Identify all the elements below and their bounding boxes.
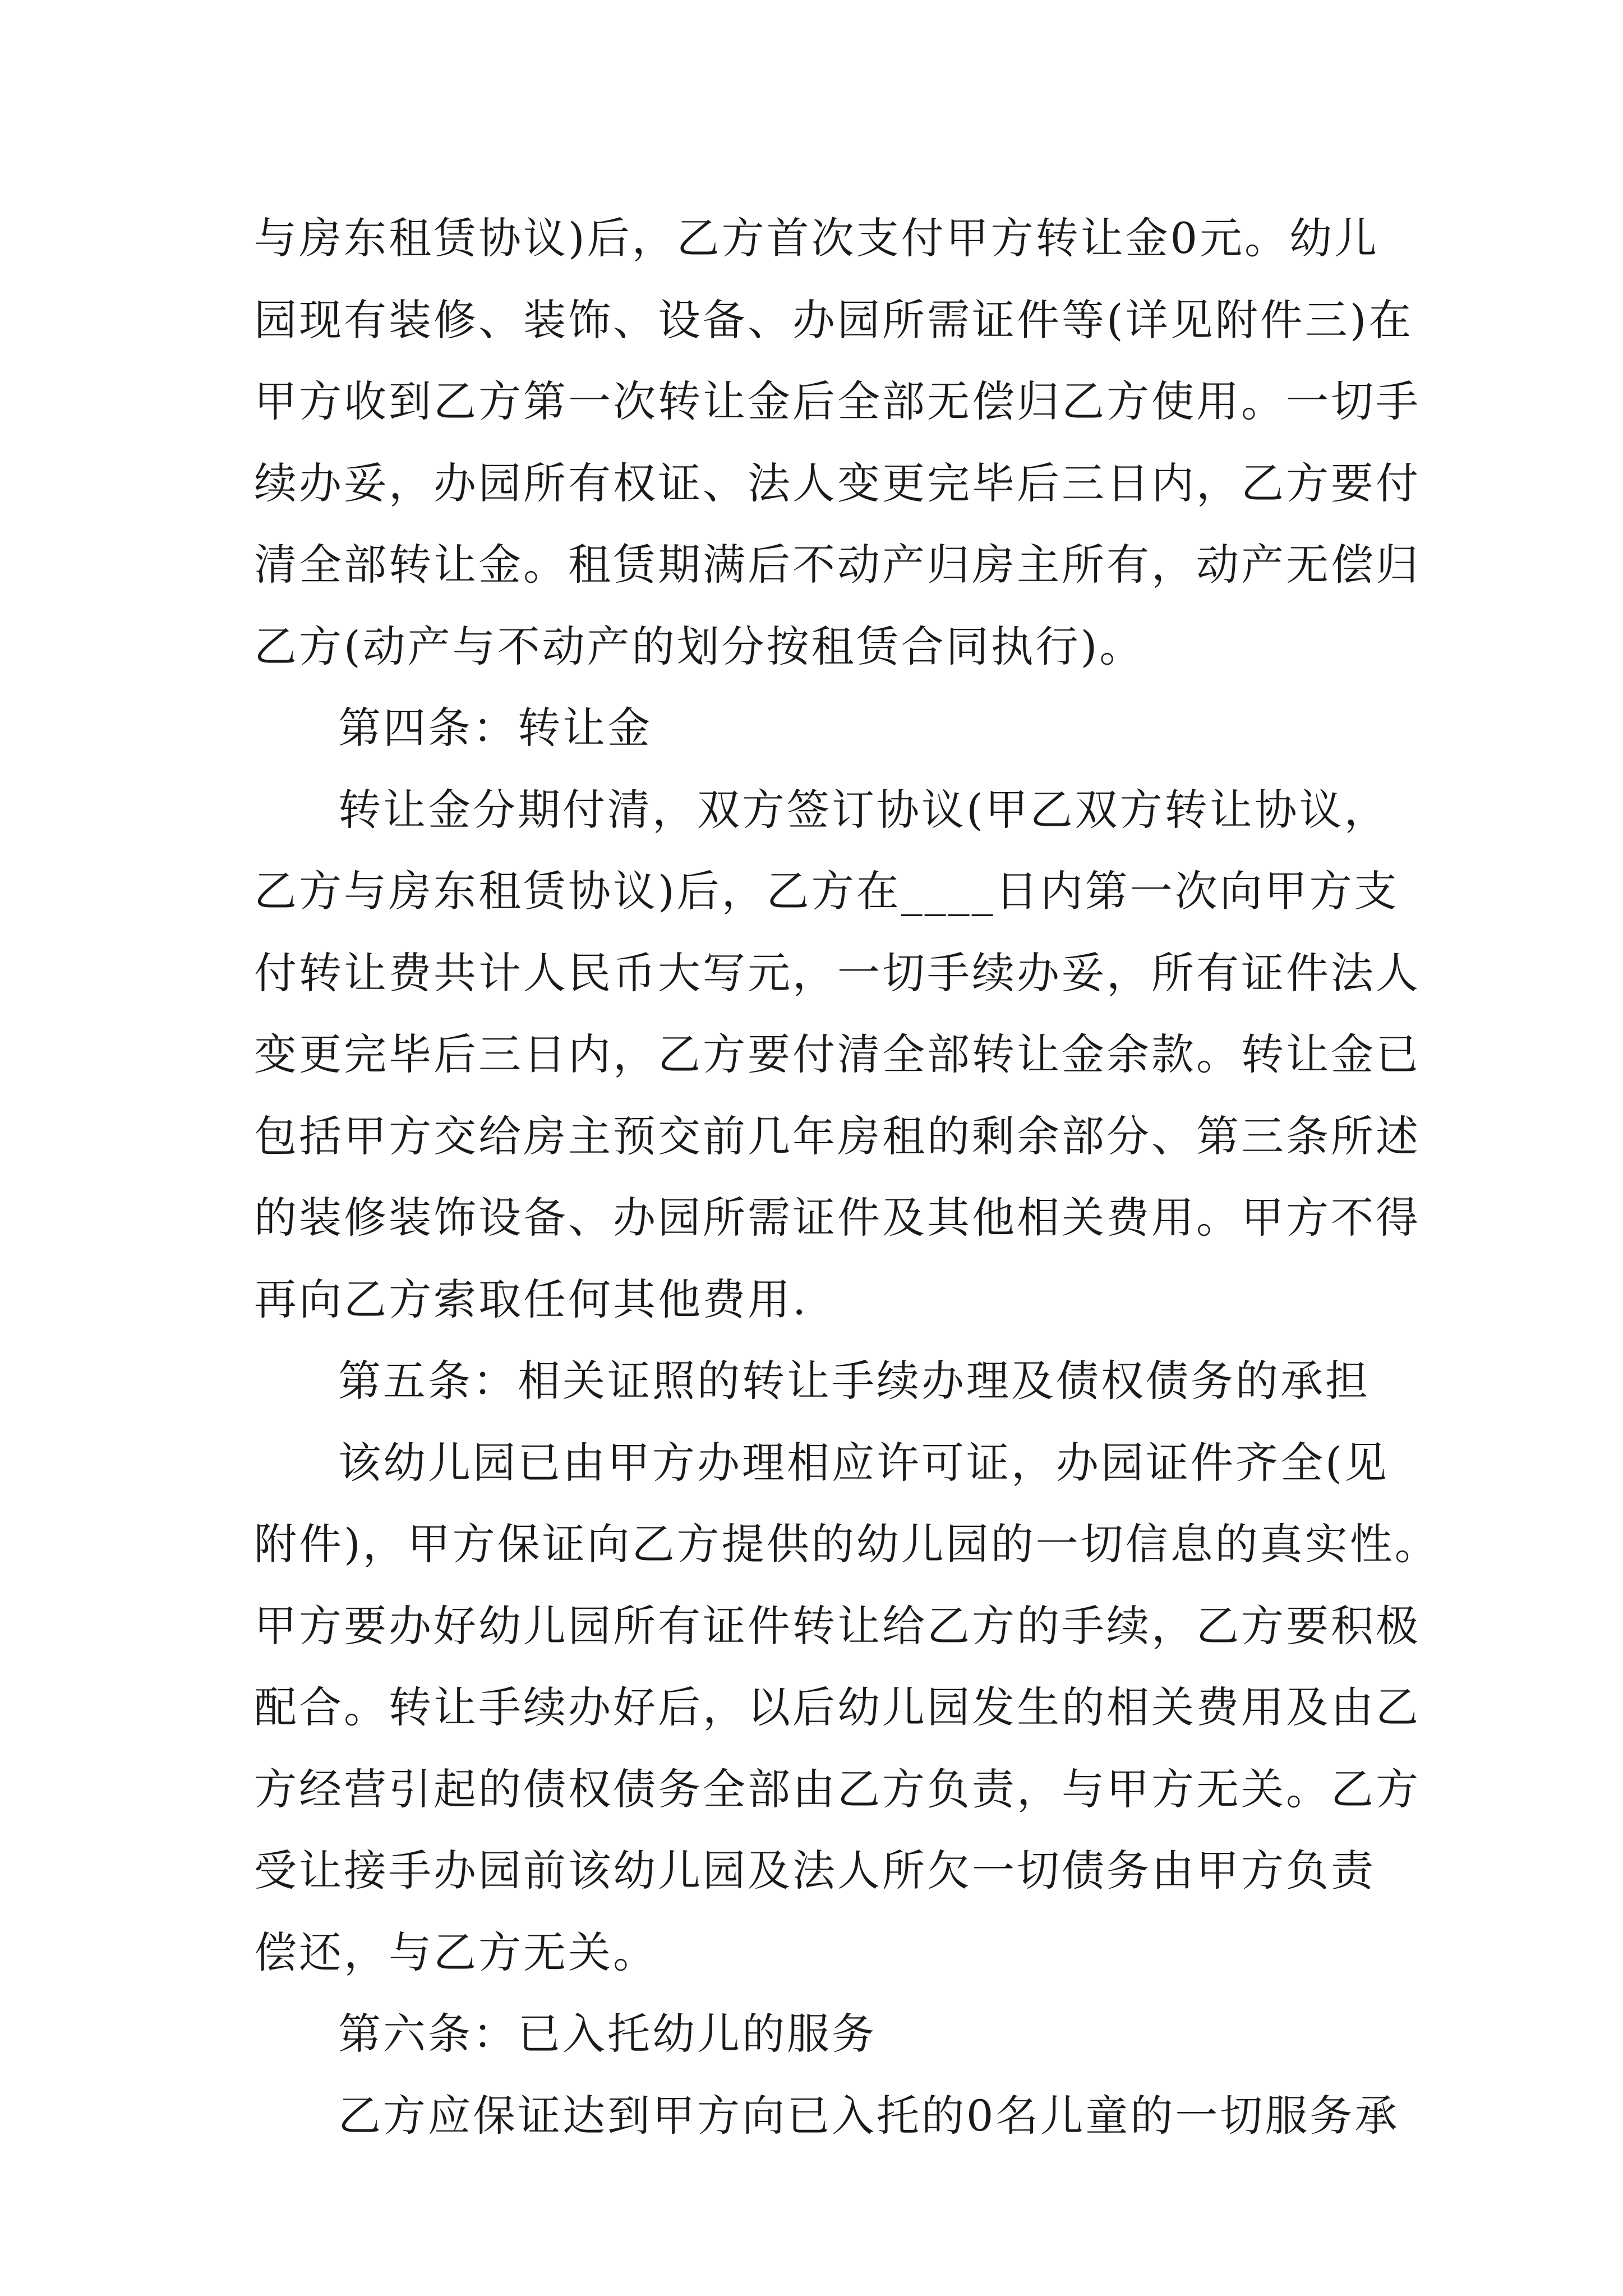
text-line: 偿还，与乙方无关。: [254, 1927, 658, 1977]
paragraph-start-line: 该幼儿园已由甲方办理相应许可证，办园证件齐全(见: [338, 1437, 1389, 1488]
text-line: 变更完毕后三日内，乙方要付清全部转让金余款。转让金已: [254, 1029, 1421, 1079]
text-line: 付转让费共计人民币大写元，一切手续办妥，所有证件法人: [254, 947, 1421, 998]
text-line: 配合。转让手续办好后，以后幼儿园发生的相关费用及由乙: [254, 1682, 1421, 1732]
paragraph-start-line: 转让金分期付清，双方签订协议(甲乙双方转让协议，: [338, 784, 1389, 835]
document-body: [254, 197, 1440, 2156]
text-line: 包括甲方交给房主预交前几年房租的剩余部分、第三条所述: [254, 1111, 1421, 1161]
text-line: 园现有装修、装饰、设备、办园所需证件等(详见附件三)在: [254, 295, 1414, 345]
article-heading-5: 第五条：相关证照的转让手续办理及债权债务的承担: [338, 1356, 1370, 1406]
text-line: 乙方与房东租赁协议)后，乙方在____日内第一次向甲方支: [254, 866, 1399, 916]
paragraph-start-line: 乙方应保证达到甲方向已入托的0名儿童的一切服务承: [338, 2090, 1400, 2141]
text-line: 与房东租赁协议)后，乙方首次支付甲方转让金0元。幼儿: [254, 213, 1380, 263]
text-line: 甲方要办好幼儿园所有证件转让给乙方的手续，乙方要积极: [254, 1600, 1421, 1651]
text-line: 再向乙方索取任何其他费用.: [254, 1274, 809, 1324]
text-line: 清全部转让金。租赁期满后不动产归房主所有，动产无偿归: [254, 540, 1421, 590]
article-heading-6: 第六条：已入托幼儿的服务: [338, 2009, 877, 2059]
text-line: 乙方(动产与不动产的划分按租赁合同执行)。: [254, 621, 1145, 671]
text-line: 方经营引起的债权债务全部由乙方负责，与甲方无关。乙方: [254, 1764, 1421, 1814]
text-line: 的装修装饰设备、办园所需证件及其他相关费用。甲方不得: [254, 1193, 1421, 1243]
article-heading-4: 第四条：转让金: [338, 703, 652, 753]
text-line: 甲方收到乙方第一次转让金后全部无偿归乙方使用。一切手: [254, 376, 1421, 426]
text-line: 附件)，甲方保证向乙方提供的幼儿园的一切信息的真实性。: [254, 1519, 1440, 1569]
text-line: 受让接手办园前该幼儿园及法人所欠一切债务由甲方负责: [254, 1846, 1376, 1895]
text-line: 续办妥，办园所有权证、法人变更完毕后三日内，乙方要付: [254, 458, 1421, 508]
